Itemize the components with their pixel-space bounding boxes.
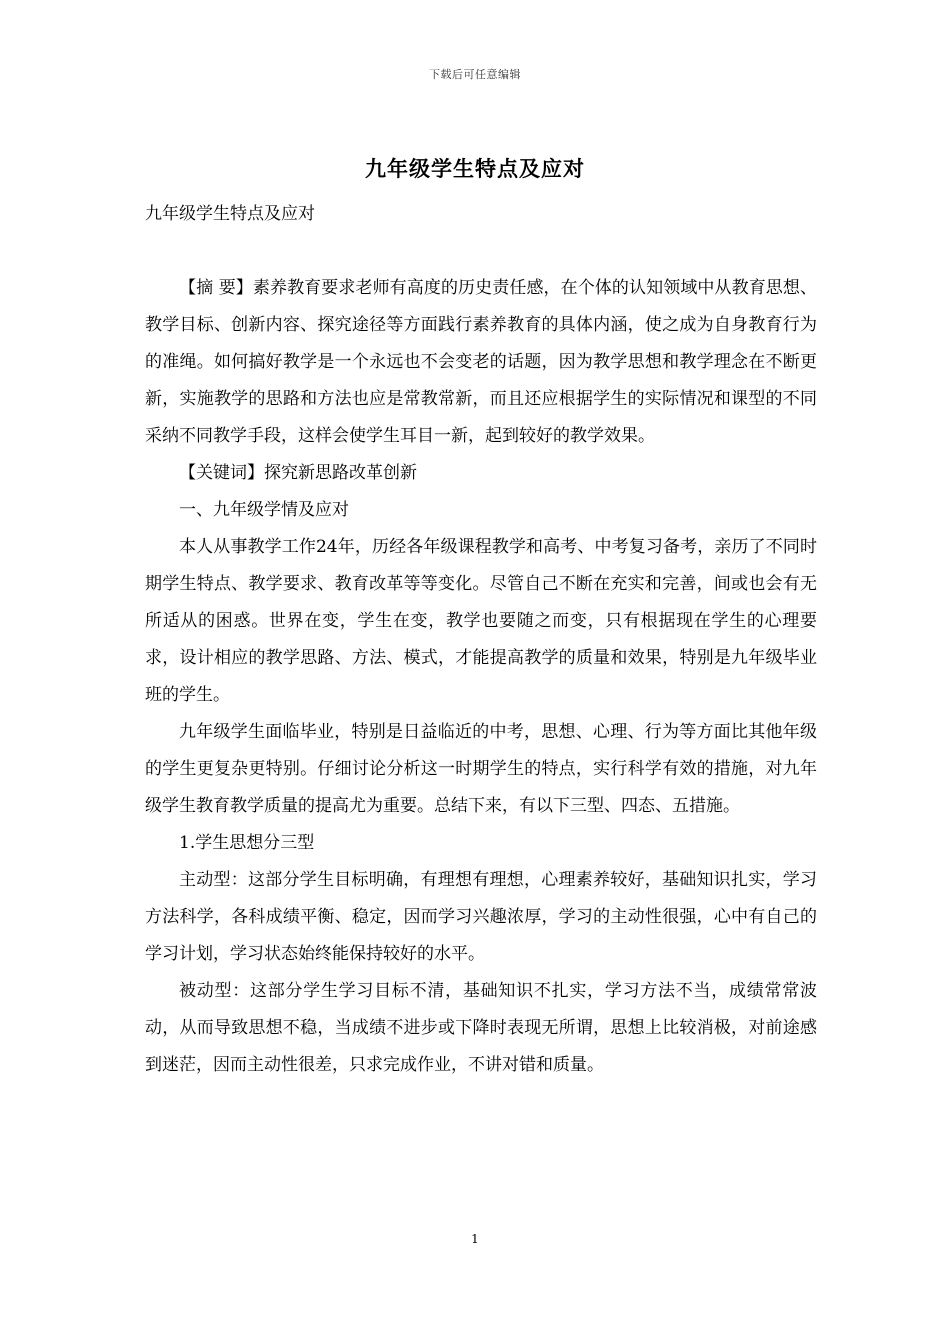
section-heading: 一、九年级学情及应对 (179, 500, 349, 520)
abstract-paragraph: 【摘 要】素养教育要求老师有高度的历史责任感，在个体的认知领域中从教育思想、教学目标、创新内容、探究途径等方面践行素养教育的具体内涵，使之成为自身教育行为的准绳。如何搞好教学是一个永远也不会变老的话题，因为教学思想和教学理念在不断更新，实施教学的思路和方法也应是常教常新，而且还应根据学生的实际情况和课型的不同采纳不同教学手段，这样会使学生耳目一新，起到较好的教学效果。 (145, 278, 817, 446)
subsection-heading: 1.学生思想分三型 (179, 833, 315, 853)
body-paragraph: 本人从事教学工作24年，历经各年级课程教学和高考、中考复习备考，亲历了不同时期学生特点、教学要求、教育改革等等变化。尽管自己不断在充实和完善，间或也会有无所适从的困惑。世界在变，学生在变，教学也要随之而变，只有根据现在学生的心理要求，设计相应的教学思路、方法、模式，才能提高教学的质量和效果，特别是九年级毕业班的学生。 (145, 537, 817, 705)
body-paragraph: 九年级学生面临毕业，特别是日益临近的中考，思想、心理、行为等方面比其他年级的学生更复杂更特别。仔细讨论分析这一时期学生的特点，实行科学有效的措施，对九年级学生教育教学质量的提高尤为重要。总结下来，有以下三型、四态、五措施。 (145, 722, 817, 816)
body-paragraph: 被动型：这部分学生学习目标不清，基础知识不扎实，学习方法不当，成绩常常波动，从而导致思想不稳，当成绩不进步或下降时表现无所谓，思想上比较消极，对前途感到迷茫，因而主动性很差，只求完成作业，不讲对错和质量。 (145, 981, 817, 1075)
document-title: 九年级学生特点及应对 (365, 156, 585, 181)
keywords-paragraph: 【关键词】探究新思路改革创新 (179, 463, 417, 483)
header-note: 下载后可任意编辑 (429, 68, 521, 81)
page-number: 1 (471, 1232, 479, 1246)
body-paragraph: 主动型：这部分学生目标明确，有理想有理想，心理素养较好，基础知识扎实，学习方法科学，各科成绩平衡、稳定，因而学习兴趣浓厚，学习的主动性很强，心中有自己的学习计划，学习状态始终能保持较好的水平。 (145, 870, 817, 964)
document-subtitle: 九年级学生特点及应对 (145, 204, 315, 224)
document-body (145, 196, 817, 1084)
